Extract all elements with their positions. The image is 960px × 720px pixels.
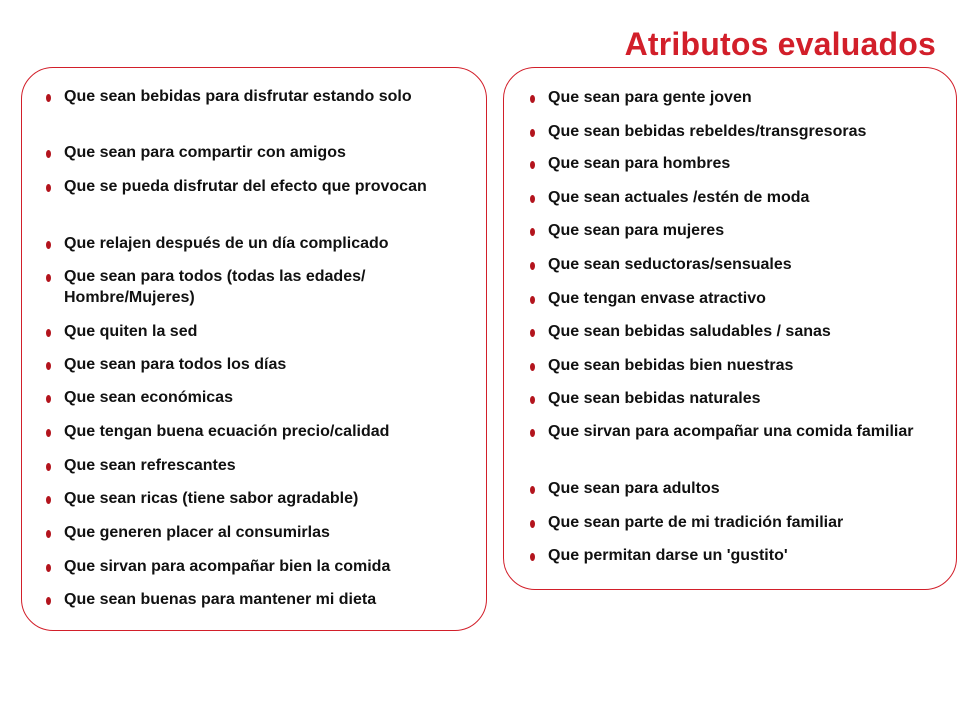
bullet-dot-icon (530, 228, 535, 236)
list-item (64, 233, 464, 254)
list-item (64, 387, 464, 408)
list-item-label: Que sean ricas (tiene sabor agradable) (64, 490, 359, 507)
list-item (64, 176, 464, 197)
list-item (548, 321, 948, 342)
bullet-dot-icon (46, 496, 51, 504)
list-item (548, 512, 948, 533)
list-item-label: Que sean para hombres (548, 155, 731, 172)
list-item-label: Que se pueda disfrutar del efecto que provocan (64, 178, 427, 195)
bullet-dot-icon (46, 429, 51, 437)
list-item-label: Que sean económicas (64, 389, 233, 406)
list-item-label: Que sean bebidas bien nuestras (548, 357, 794, 374)
list-item (64, 556, 464, 577)
list-item-label: Que sean bebidas para disfrutar estando solo (64, 88, 412, 105)
right-attributes-panel (503, 67, 957, 590)
list-item-label: Que sirvan para acompañar una comida familiar (548, 423, 914, 440)
bullet-dot-icon (530, 363, 535, 371)
list-item-label: Que tengan buena ecuación precio/calidad (64, 423, 390, 440)
bullet-dot-icon (46, 150, 51, 158)
list-item-label: Que sirvan para acompañar bien la comida (64, 558, 391, 575)
bullet-dot-icon (46, 597, 51, 605)
bullet-dot-icon (530, 553, 535, 561)
list-item (64, 589, 464, 610)
list-item-label: Que sean refrescantes (64, 457, 236, 474)
list-item (548, 220, 948, 241)
list-item (548, 187, 948, 208)
list-item-label: Que sean seductoras/sensuales (548, 256, 792, 273)
list-item-label: Que sean bebidas naturales (548, 390, 761, 407)
bullet-dot-icon (46, 329, 51, 337)
list-item-label: Que permitan darse un 'gustito' (548, 547, 788, 564)
bullet-dot-icon (530, 429, 535, 437)
list-item (548, 153, 948, 174)
list-item (64, 421, 464, 442)
list-item-label: Que sean parte de mi tradición familiar (548, 514, 844, 531)
bullet-dot-icon (46, 463, 51, 471)
bullet-dot-icon (46, 530, 51, 538)
list-item (548, 121, 948, 142)
bullet-dot-icon (46, 184, 51, 192)
bullet-dot-icon (530, 95, 535, 103)
list-item (548, 87, 948, 108)
list-item-label: Que generen placer al consumirlas (64, 524, 330, 541)
list-item (548, 355, 948, 376)
bullet-dot-icon (46, 94, 51, 102)
bullet-dot-icon (530, 486, 535, 494)
list-item-label: Que sean para todos (todas las edades/ Hombre/Mujeres) (64, 268, 366, 306)
list-item (64, 522, 464, 543)
bullet-dot-icon (46, 274, 51, 282)
list-item-label: Que sean actuales /estén de moda (548, 189, 810, 206)
list-item-label: Que sean para gente joven (548, 89, 752, 106)
list-item-label: Que relajen después de un día complicado (64, 235, 389, 252)
list-item (548, 421, 948, 442)
bullet-dot-icon (530, 195, 535, 203)
list-item-label: Que tengan envase atractivo (548, 290, 766, 307)
list-item-label: Que sean bebidas rebeldes/transgresoras (548, 123, 867, 140)
list-item (64, 321, 464, 342)
bullet-dot-icon (530, 296, 535, 304)
list-item (64, 455, 464, 476)
list-item (548, 388, 948, 409)
bullet-dot-icon (530, 396, 535, 404)
list-item-label: Que sean buenas para mantener mi dieta (64, 591, 377, 608)
bullet-dot-icon (46, 564, 51, 572)
bullet-dot-icon (530, 329, 535, 337)
list-item-label: Que sean para mujeres (548, 222, 725, 239)
bullet-dot-icon (530, 262, 535, 270)
list-item-label: Que sean para compartir con amigos (64, 144, 346, 161)
list-item-label: Que quiten la sed (64, 323, 198, 340)
list-item (64, 354, 464, 375)
list-item (548, 254, 948, 275)
list-item (548, 545, 948, 566)
list-item-label: Que sean para adultos (548, 480, 720, 497)
list-item-label: Que sean para todos los días (64, 356, 287, 373)
list-item (548, 478, 948, 499)
list-item-label: Que sean bebidas saludables / sanas (548, 323, 831, 340)
list-item (64, 142, 464, 163)
bullet-dot-icon (530, 520, 535, 528)
bullet-dot-icon (530, 161, 535, 169)
bullet-dot-icon (530, 129, 535, 137)
bullet-dot-icon (46, 362, 51, 370)
list-item (64, 86, 464, 107)
left-attributes-panel (21, 67, 487, 631)
bullet-dot-icon (46, 395, 51, 403)
list-item (64, 488, 464, 509)
slide-title: Atributos evaluados (624, 26, 936, 62)
list-item (548, 288, 948, 309)
bullet-dot-icon (46, 241, 51, 249)
list-item (64, 266, 464, 308)
